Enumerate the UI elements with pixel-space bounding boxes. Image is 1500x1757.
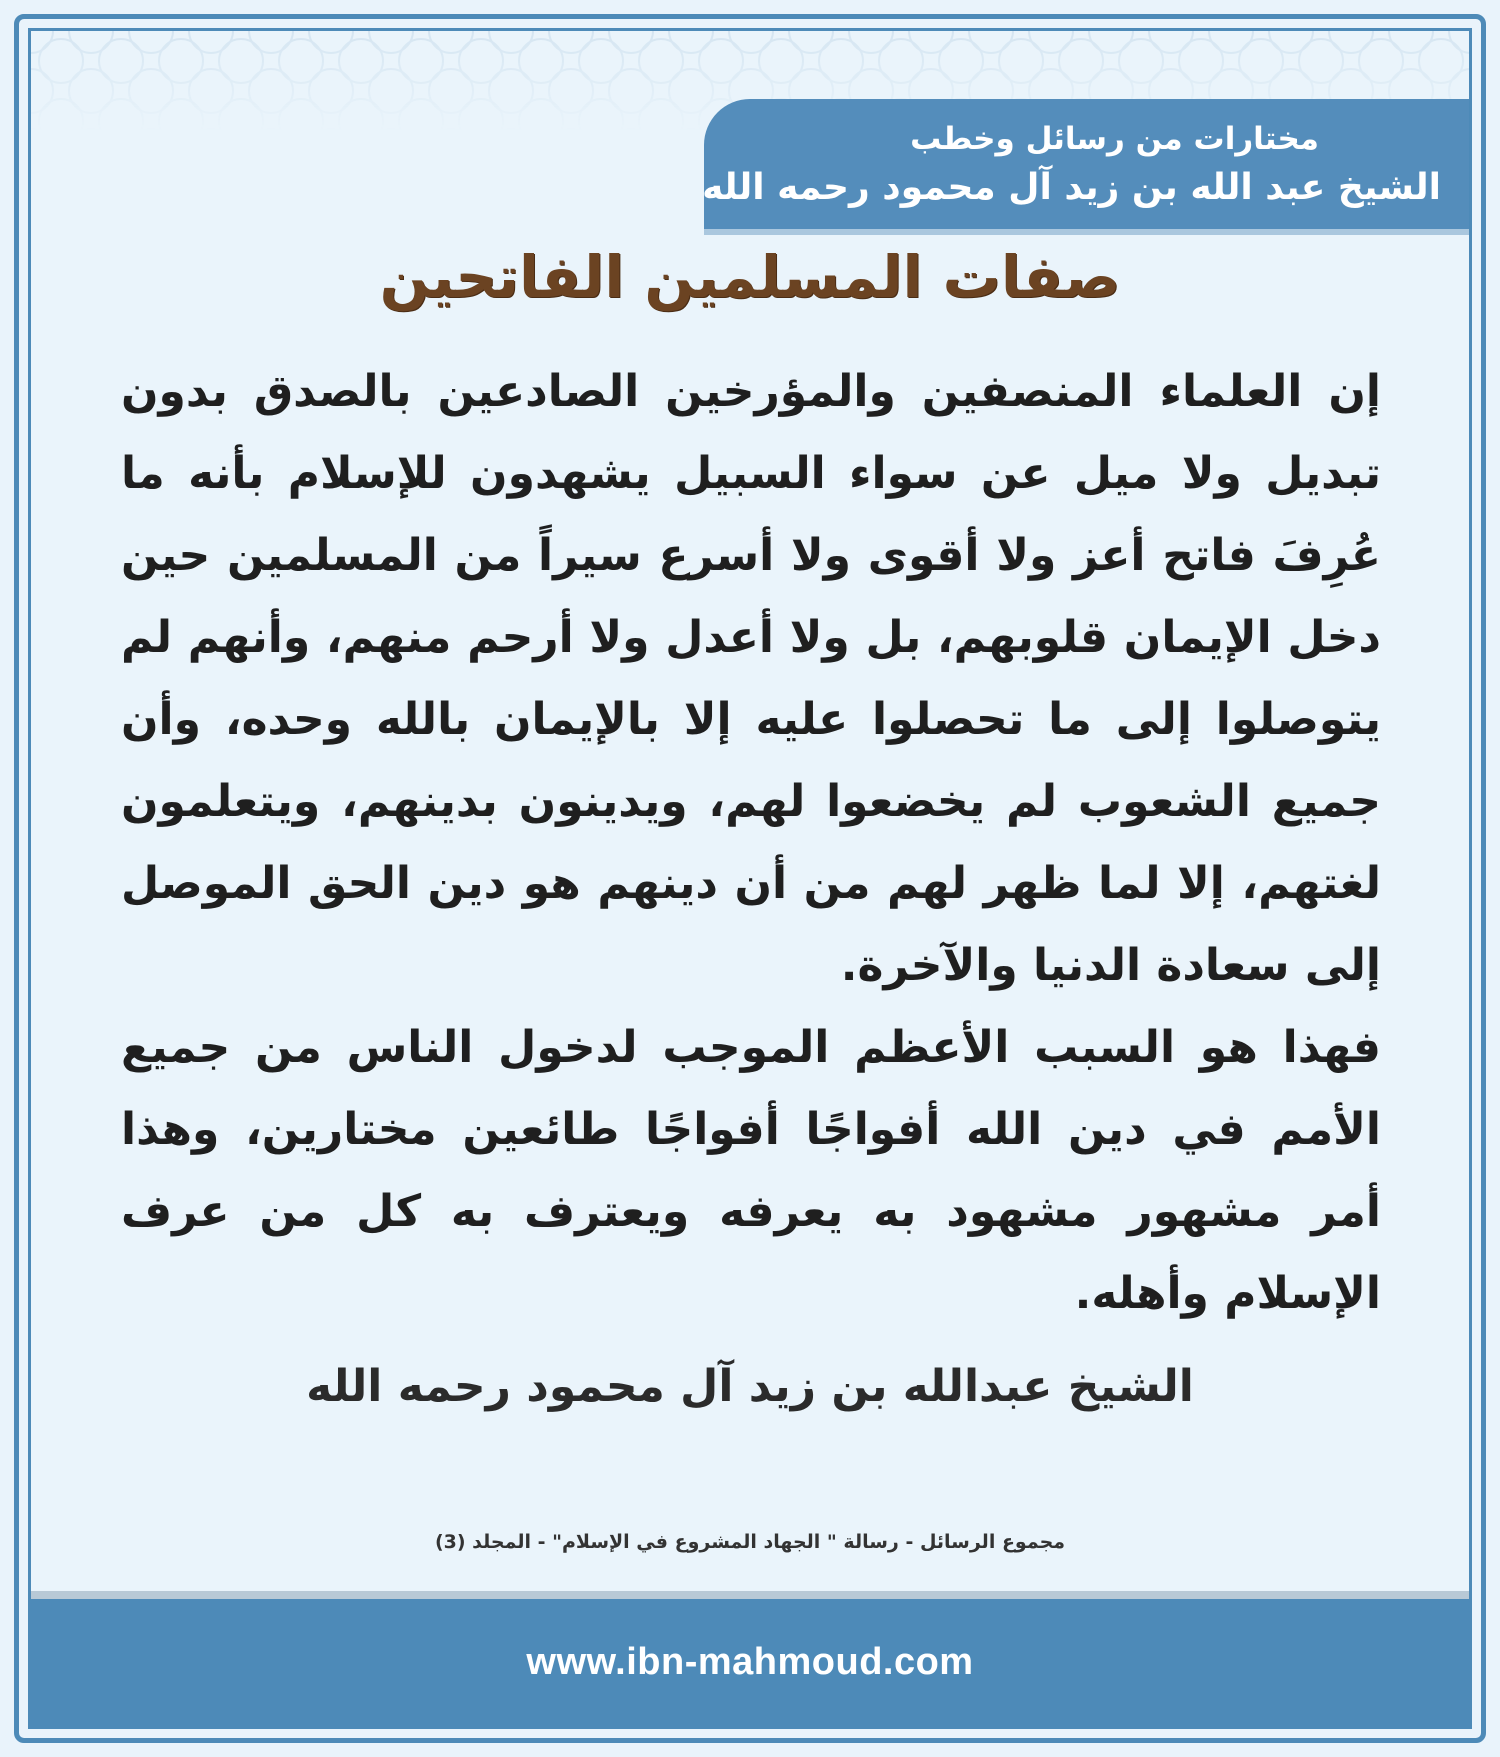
header-subtitle: مختارات من رسائل وخطب: [910, 121, 1319, 157]
footer-divider: [31, 1591, 1469, 1599]
page-title: صفات المسلمين الفاتحين: [379, 243, 1121, 311]
article-body: [121, 351, 1381, 1335]
source-citation: مجموع الرسائل - رسالة " الجهاد المشروع في الإسلام" - المجلد (3): [434, 1531, 1066, 1553]
header-band: [704, 99, 1469, 229]
inner-frame: [28, 28, 1472, 1729]
paragraph-1: إن العلماء المنصفين والمؤرخين الصادعين بالصدق بدون تبديل ولا ميل عن سواء السبيل يشهدون للإسلام بأنه ما عُرِفَ فاتح أعز ولا أقوى ولا أسرع سيراً من المسلمين حين دخل الإيمان قلوبهم، بل ولا أعدل ولا أرحم منهم، وأنهم لم يتوصلوا إلى ما تحصلوا عليه إلا بالإيمان بالله وحده، وأن جميع الشعوب لم يخضعوا لهم، ويدينون بدينهم، ويتعلمون لغتهم، إلا لما ظهر لهم من أن دينهم هو دين الحق الموصل إلى سعادة الدنيا والآخرة.: [121, 366, 1381, 991]
header-author: الشيخ عبد الله بن زيد آل محمود رحمه الله: [702, 167, 1441, 208]
paragraph-2: فهذا هو السبب الأعظم الموجب لدخول الناس من جميع الأمم في دين الله أفواجًا أفواجًا طائعين مختارين، وهذا أمر مشهور مشهود به يعرفه ويعترف به كل من عرف الإسلام وأهله.: [121, 1022, 1381, 1319]
footer-bar: [31, 1599, 1469, 1726]
website-link[interactable]: www.ibn-mahmoud.com: [526, 1641, 974, 1683]
signature: الشيخ عبدالله بن زيد آل محمود رحمه الله: [306, 1361, 1194, 1412]
